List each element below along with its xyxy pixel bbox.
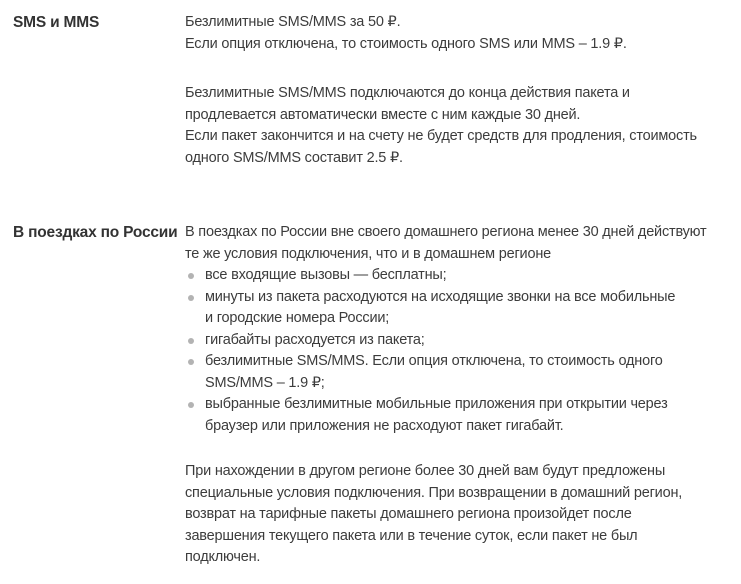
text-line: Если опция отключена, то стоимость одного SMS или MMS – 1.9 ₽. (185, 35, 627, 52)
text-line: браузер или приложения не расходуют пакет гигабайт. (205, 417, 564, 434)
list-item-text (205, 351, 663, 394)
paragraph (185, 461, 733, 569)
text-line: специальные условия подключения. При возвращении в домашний регион, (185, 484, 683, 501)
text-line: При нахождении в другом регионе более 30 дней вам будут предложены (185, 463, 666, 479)
text-line: одного SMS/MMS составит 2.5 ₽. (185, 149, 403, 166)
text-line: Если пакет закончится и на счету не будет средств для продления, стоимость (185, 128, 697, 144)
text-line: SMS/MMS – 1.9 ₽; (205, 374, 325, 391)
bullet-icon (188, 402, 194, 408)
section-label: В поездках по России (13, 224, 178, 241)
list-item-text (205, 394, 668, 437)
list-item (185, 265, 733, 287)
text-line: те же условия подключения, что и в домашнем регионе (185, 245, 551, 262)
paragraph (185, 12, 733, 55)
tariff-section (13, 12, 741, 169)
text-line: подключен. (185, 549, 261, 565)
paragraph (185, 222, 733, 265)
list-item (185, 351, 733, 394)
bullet-icon (188, 338, 194, 344)
text-line: возврат на тарифные пакеты домашнего региона произойдет после (185, 506, 632, 522)
paragraph (185, 83, 733, 169)
text-line: все входящие вызовы — бесплатны; (205, 267, 447, 283)
text-line: гигабайты расходуется из пакета; (205, 331, 425, 348)
text-line: продлевается автоматически вместе с ним каждые 30 дней. (185, 106, 581, 123)
section-content (185, 12, 733, 169)
list-item-text (205, 330, 425, 352)
list-item-text (205, 287, 675, 330)
text-line: выбранные безлимитные мобильные приложения при открытии через (205, 396, 668, 412)
text-line: Безлимитные SMS/MMS подключаются до конца действия пакета и (185, 85, 630, 101)
text-line: и городские номера России; (205, 310, 390, 326)
bullet-list (185, 265, 733, 437)
text-line: завершения текущего пакета или в течение суток, если пакет не был (185, 527, 638, 544)
bullet-icon (188, 273, 194, 279)
bullet-icon (188, 295, 194, 301)
section-label: SMS и MMS (13, 14, 100, 31)
list-item-text (205, 265, 446, 287)
text-line: Безлимитные SMS/MMS за 50 ₽. (185, 14, 401, 30)
tariff-section (13, 222, 741, 569)
text-line: минуты из пакета расходуются на исходящие звонки на все мобильные (205, 288, 676, 305)
list-item (185, 287, 733, 330)
bullet-icon (188, 359, 194, 365)
list-item (185, 394, 733, 437)
list-item (185, 330, 733, 352)
text-line: В поездках по России вне своего домашнего региона менее 30 дней действуют (185, 224, 707, 240)
section-content (185, 222, 733, 569)
text-line: безлимитные SMS/MMS. Если опция отключена, то стоимость одного (205, 353, 663, 369)
